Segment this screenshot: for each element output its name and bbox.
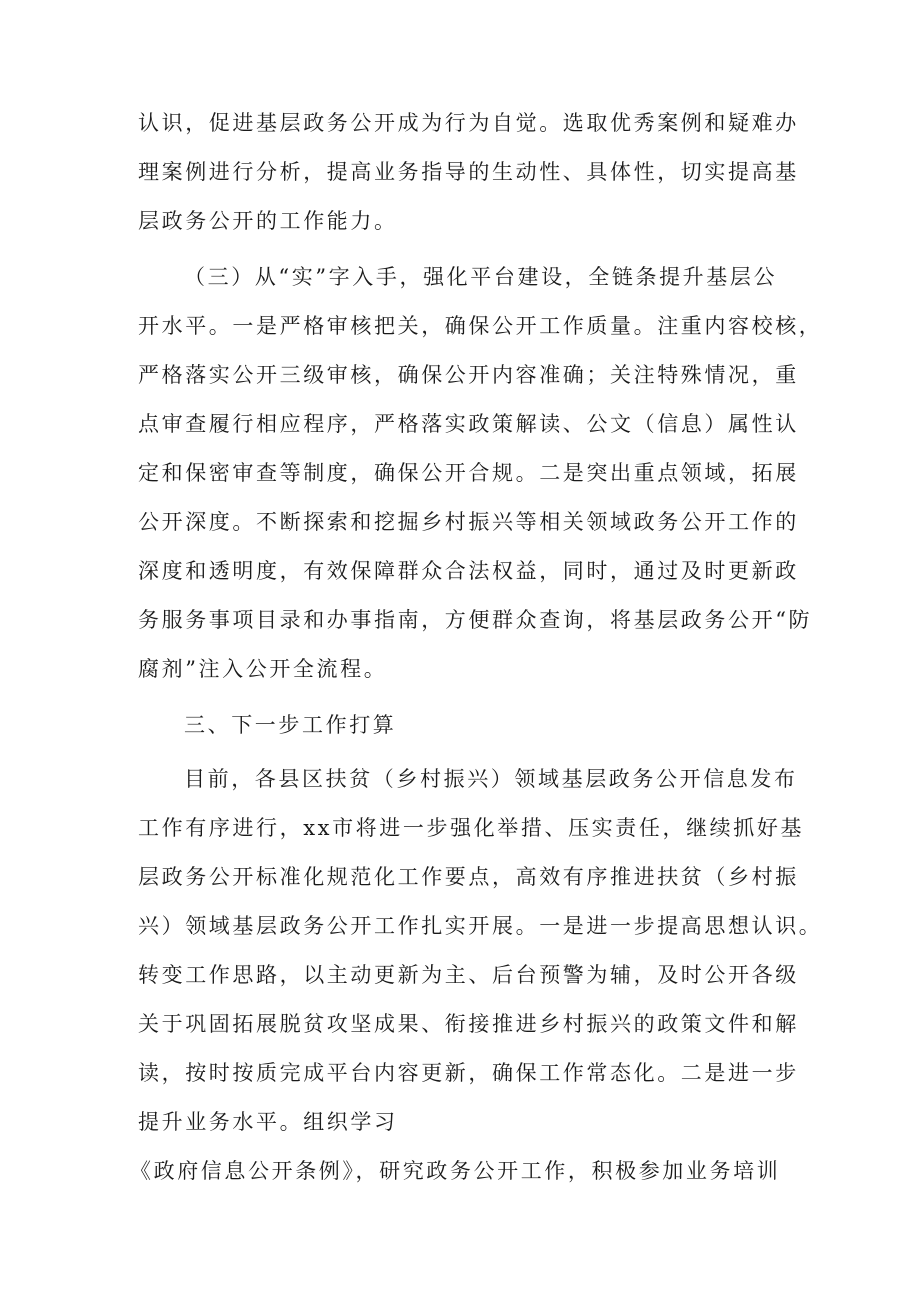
paragraph-line: 目前，各县区扶贫（乡村振兴）领域基层政务公开信息发布 bbox=[184, 767, 798, 791]
paragraph-line: 腐剂”注入公开全流程。 bbox=[138, 657, 388, 681]
paragraph-line: 兴）领域基层政务公开工作扎实开展。一是进一步提高思想认识。 bbox=[138, 914, 823, 938]
paragraph-line: 工作有序进行，xx市将进一步强化举措、压实责任，继续抓好基 bbox=[138, 816, 805, 840]
paragraph-line: （三）从“实”字入手，强化平台建设，全链条提升基层公 bbox=[184, 265, 778, 289]
paragraph-line: 理案例进行分析，提高业务指导的生动性、具体性，切实提高基 bbox=[138, 160, 799, 184]
paragraph-line: 公开深度。不断探索和挖掘乡村振兴等相关领域政务公开工作的 bbox=[138, 510, 799, 534]
paragraph-line: 层政务公开的工作能力。 bbox=[138, 209, 398, 233]
paragraph-line: 认识，促进基层政务公开成为行为自觉。选取优秀案例和疑难办 bbox=[138, 111, 799, 135]
paragraph-line: 深度和透明度，有效保障群众合法权益，同时，通过及时更新政 bbox=[138, 559, 799, 583]
paragraph-line: 层政务公开标准化规范化工作要点，高效有序推进扶贫（乡村振 bbox=[138, 865, 799, 889]
paragraph-line: 开水平。一是严格审核把关，确保公开工作质量。注重内容校核， bbox=[138, 314, 823, 338]
paragraph-line: 点审查履行相应程序，严格落实政策解读、公文（信息）属性认 bbox=[138, 412, 799, 436]
paragraph-line: 提升业务水平。组织学习 bbox=[138, 1110, 398, 1134]
paragraph-line: 《政府信息公开条例》，研究政务公开工作，积极参加业务培训 bbox=[130, 1159, 781, 1183]
paragraph-line: 务服务事项目录和办事指南，方便群众查询，将基层政务公开“防 bbox=[138, 608, 813, 632]
paragraph-line: 定和保密审查等制度，确保公开合规。二是突出重点领域，拓展 bbox=[138, 461, 799, 485]
section-heading: 三、下一步工作打算 bbox=[184, 713, 397, 737]
paragraph-line: 关于巩固拓展脱贫攻坚成果、衔接推进乡村振兴的政策文件和解 bbox=[138, 1012, 799, 1036]
paragraph-line: 转变工作思路，以主动更新为主、后台预警为辅，及时公开各级 bbox=[138, 963, 799, 987]
paragraph-line: 读，按时按质完成平台内容更新，确保工作常态化。二是进一步 bbox=[138, 1061, 799, 1085]
paragraph-line: 严格落实公开三级审核，确保公开内容准确；关注特殊情况，重 bbox=[138, 363, 799, 387]
